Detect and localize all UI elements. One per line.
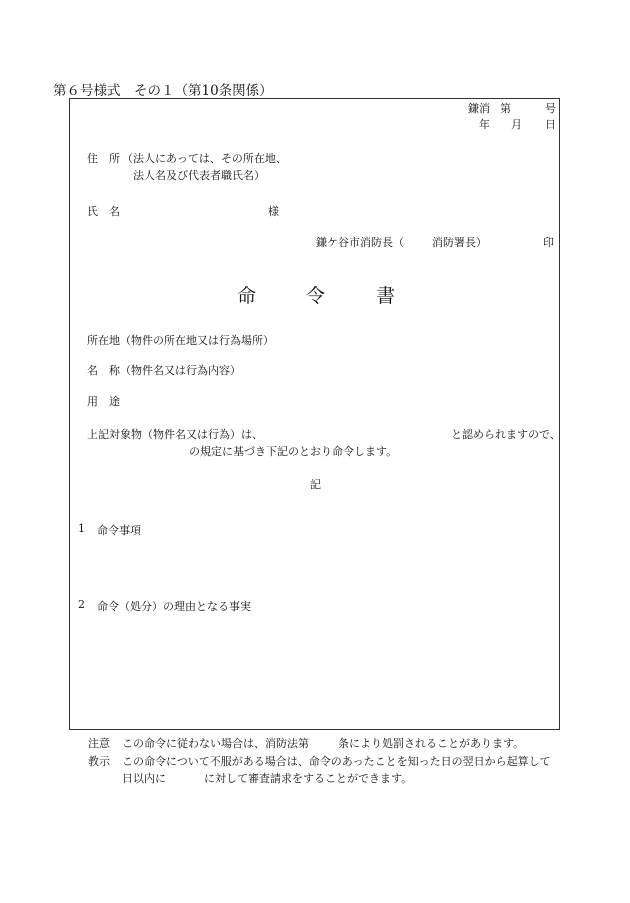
- date-month: 月: [511, 118, 522, 131]
- doc-title-char-3: 書: [376, 285, 396, 307]
- item-2-label: 命令（処分）の理由となる事実: [97, 600, 251, 613]
- name-honorific: 様: [268, 205, 279, 218]
- statement-line-1b: と認められますので、: [451, 428, 561, 441]
- item-1-label: 命令事項: [97, 524, 141, 537]
- doc-title-char-2: 令: [306, 285, 326, 307]
- item-1-number: 1: [78, 522, 85, 535]
- date-day: 日: [545, 118, 556, 131]
- address-note-1: （法人にあっては、その所在地、: [122, 152, 287, 165]
- note-caution-text-a: この命令に従わない場合は、消防法第: [122, 737, 309, 750]
- seal-mark: 印: [543, 236, 554, 249]
- ref-go: 号: [545, 102, 556, 115]
- issuer-title: 鎌ケ谷市消防長（: [316, 236, 404, 249]
- ref-prefix: 鎌消: [468, 102, 490, 115]
- note-caution-label: 注意: [88, 737, 110, 750]
- note-instruction-text-c: に対して審査請求をすることができます。: [204, 772, 413, 785]
- location-field-label: 所在地（物件の所在地又は行為場所）: [87, 334, 274, 347]
- note-instruction-label: 教示: [88, 755, 110, 768]
- item-2-number: 2: [78, 598, 85, 611]
- use-field-label: 用 途: [87, 395, 120, 408]
- form-number: 第６号様式 その１（第10条関係）: [53, 83, 273, 99]
- note-caution-text-b: 条により処罰されることがあります。: [338, 737, 525, 750]
- statement-line-1a: 上記対象物（物件名又は行為）は、: [87, 428, 263, 441]
- issuer-title-2: 消防署長）: [432, 236, 487, 249]
- ki-mark: 記: [310, 478, 321, 491]
- address-label: 住 所: [87, 152, 120, 165]
- doc-title-char-1: 命: [237, 285, 257, 307]
- name-label: 氏 名: [87, 205, 120, 218]
- statement-line-2: の規定に基づき下記のとおり命令します。: [189, 445, 398, 458]
- date-year: 年: [479, 118, 490, 131]
- form-box: [69, 98, 560, 730]
- note-instruction-text-b: 日以内に: [122, 772, 166, 785]
- note-instruction-text-a: この命令について不服がある場合は、命令のあったことを知った日の翌日から起算して: [122, 755, 551, 768]
- ref-dai: 第: [500, 102, 511, 115]
- address-note-2: 法人名及び代表者職氏名）: [133, 169, 265, 182]
- name-field-label: 名 称（物件名又は行為内容）: [87, 364, 241, 377]
